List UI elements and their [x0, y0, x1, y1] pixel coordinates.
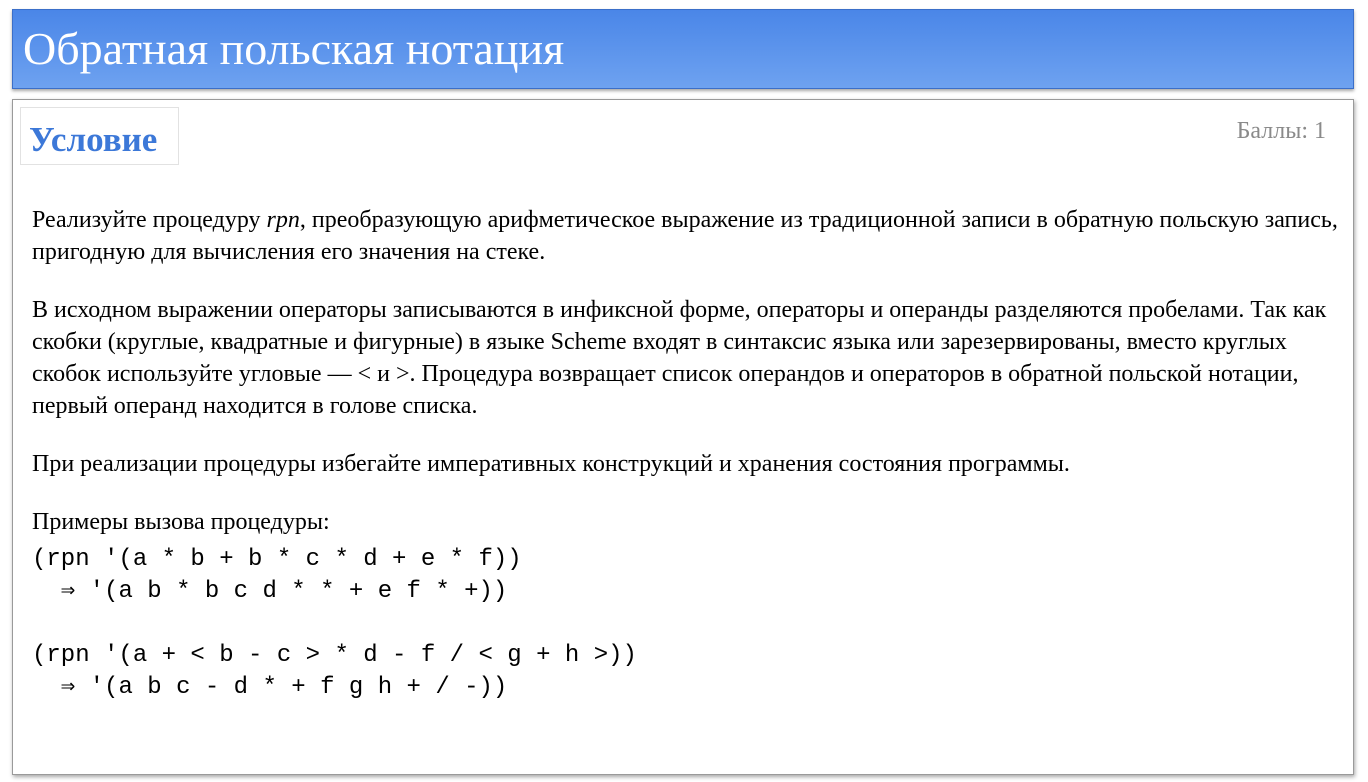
section-header: [20, 107, 179, 165]
procedure-name: rpn: [266, 207, 300, 233]
paragraph-intro-after: , преобразующую арифметическое выражение из традиционной записи в обратную польскую запись, пригодную для вычисления его значения на стеке.: [32, 207, 1338, 265]
score-label: Баллы: 1: [1236, 118, 1326, 144]
paragraph-intro-before: Реализуйте процедуру: [32, 207, 267, 233]
section-title: Условие: [29, 120, 158, 159]
example-1-result: ⇒ '(a b * b c d * * + e f * +)): [32, 578, 508, 605]
page-title: Обратная польская нотация: [23, 23, 565, 74]
paragraph-description: В исходном выражении операторы записываются в инфиксной форме, операторы и операнды разделяются пробелами. Так как скобки (круглые, квадратные и фигурные) в языке Scheme входят в синтаксис языка или зарезервированы, вместо круглых скобок используйте угловые — < и >. Процедура возвращает список операндов и операторов в обратной польской нотации, первый операнд находится в голове списка.: [32, 297, 1327, 419]
example-2-call: (rpn '(a + < b - c > * d - f / < g + h >)): [32, 642, 637, 669]
example-2: [32, 640, 1342, 704]
examples-label: Примеры вызова процедуры:: [32, 509, 330, 535]
title-bar: [12, 9, 1354, 89]
paragraph-intro: [32, 204, 1342, 268]
example-1-call: (rpn '(a * b + b * c * d + e * f)): [32, 546, 522, 573]
task-panel: [12, 99, 1354, 775]
task-content: [32, 204, 1342, 704]
example-2-result: ⇒ '(a b c - d * + f g h + / -)): [32, 674, 508, 701]
paragraph-constraints: При реализации процедуры избегайте императивных конструкций и хранения состояния программы.: [32, 451, 1070, 477]
example-1: [32, 544, 1342, 608]
